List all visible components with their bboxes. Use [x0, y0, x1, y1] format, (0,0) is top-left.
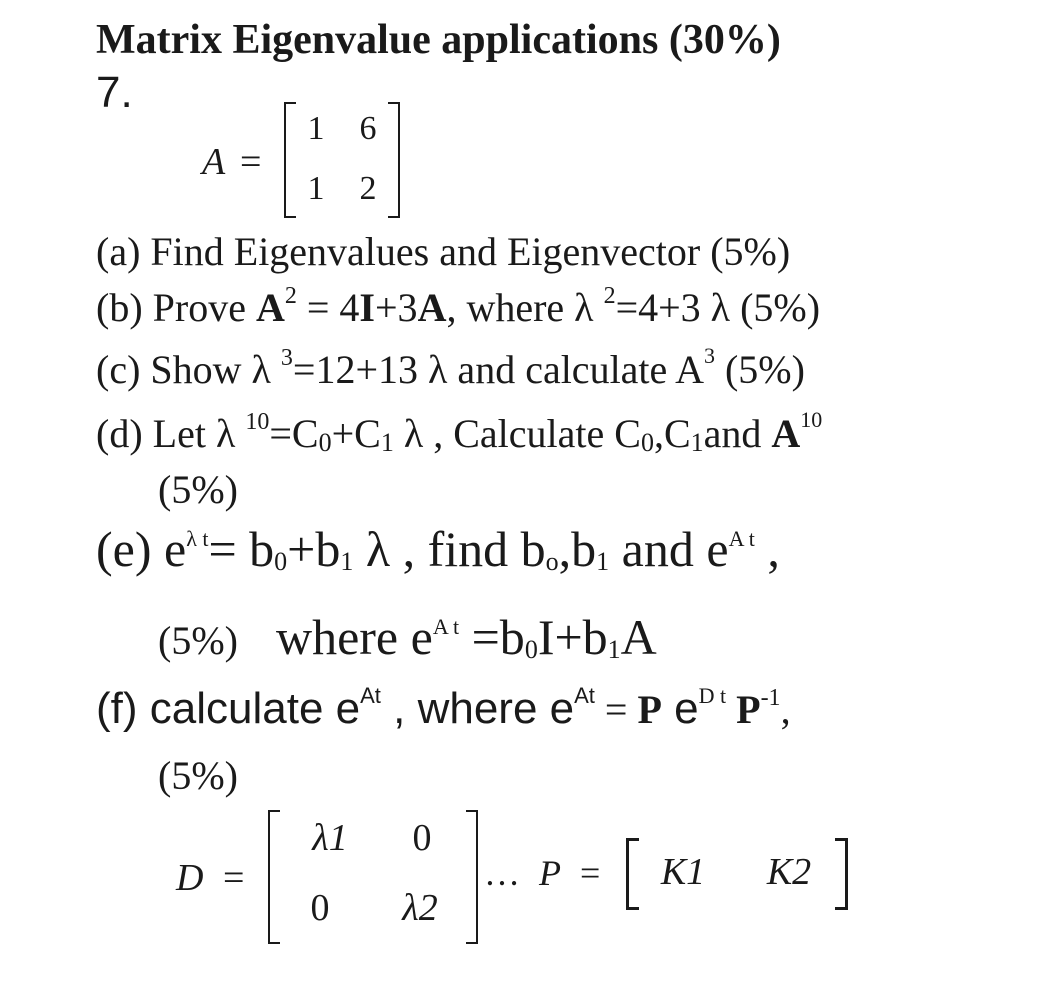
page-title: Matrix Eigenvalue applications (30%) [96, 17, 781, 63]
part-f-matrix-p: P [637, 687, 662, 732]
part-e-and: and e [609, 521, 729, 577]
matrix-a-cell: 6 [359, 110, 377, 147]
part-e-matrix-a: A [620, 609, 657, 665]
part-d-prefix: (d) Let λ [96, 411, 246, 456]
part-e-percent: (5%) [158, 618, 238, 663]
part-e-equals: = b [208, 521, 275, 577]
matrix-a-label [202, 140, 261, 184]
part-b-where: , where λ [446, 285, 604, 330]
part-f [96, 684, 791, 734]
part-b-square: 2 [284, 283, 297, 309]
part-e-sub0: 0 [274, 546, 288, 576]
part-e [96, 520, 780, 578]
part-d-percent: (5%) [158, 467, 238, 512]
part-c-mid: =12+13 λ and calculate A [292, 347, 704, 392]
part-f-equals: = [594, 687, 638, 732]
part-f-percent: (5%) [158, 753, 238, 798]
part-b-equals: = 4 [296, 285, 360, 330]
part-d-plus: +C [331, 411, 381, 456]
part-d-matrix-a: A [771, 411, 801, 456]
part-e-prefix: (e) e [96, 521, 187, 577]
part-e-tail: , [754, 521, 780, 577]
part-e-plus2: +b [554, 609, 608, 665]
part-e-line2 [158, 608, 657, 666]
part-c-cube: 3 [280, 345, 293, 371]
part-e-where: where e [275, 609, 433, 665]
part-b-plus: +3 [375, 285, 418, 330]
part-b-identity: I [359, 285, 375, 330]
part-c-cube2: 3 [703, 343, 715, 369]
part-f-e: e [661, 684, 699, 733]
part-a: (a) Find Eigenvalues and Eigenvector (5%) [96, 229, 791, 274]
matrix-d-symbol: D [176, 857, 204, 899]
part-e-mid: λ , find b [353, 521, 546, 577]
part-b-square2: 2 [603, 283, 616, 309]
part-f-exponent3: D t [698, 683, 727, 709]
matrix-d-cell: λ1 [312, 817, 348, 859]
part-e-comma: ,b [558, 521, 597, 577]
part-e-exponent2: A t [728, 526, 755, 552]
part-d-sub0: 0 [318, 427, 332, 457]
matrix-d [268, 810, 478, 944]
part-b-prefix: (b) Prove [96, 285, 256, 330]
part-e-exponent: λ t [186, 526, 209, 552]
part-f-matrix-p2: P [726, 687, 761, 732]
part-f-exponent: At [360, 683, 381, 709]
matrix-d-cell: 0 [412, 817, 432, 859]
part-e-sub0b: o [545, 546, 559, 576]
question-number: 7. [96, 68, 133, 117]
matrix-p-equals: = [580, 853, 601, 893]
part-d-equals: =C [269, 411, 319, 456]
part-f-mid: , where e [380, 684, 575, 733]
part-e-plus: +b [287, 521, 341, 577]
part-d-comma: ,C [653, 411, 691, 456]
part-e-sub1c: 1 [607, 634, 621, 664]
part-d-power2: 10 [800, 407, 823, 433]
part-b-tail: =4+3 λ (5%) [615, 285, 821, 330]
part-f-tail: , [780, 687, 791, 732]
matrix-p-right-bracket [835, 838, 848, 910]
matrix-a [284, 102, 400, 218]
matrix-a-equals: = [240, 141, 262, 183]
matrix-p-cell: K2 [766, 851, 812, 893]
part-c [96, 343, 805, 393]
part-d-and: and [703, 411, 772, 456]
part-d-power: 10 [245, 409, 270, 435]
part-e-where-expr [276, 609, 657, 665]
part-f-inverse: -1 [760, 685, 781, 711]
matrix-p-cell: K1 [660, 851, 706, 893]
matrix-a-cell: 1 [307, 170, 325, 207]
part-d-sub1b: 1 [690, 427, 704, 457]
matrix-d-cell: 0 [310, 887, 330, 929]
part-e-identity: I [537, 609, 555, 665]
part-d-sub0b: 0 [640, 427, 654, 457]
matrix-d-left-bracket [268, 810, 280, 944]
part-c-tail: (5%) [714, 347, 805, 392]
part-f-prefix: (f) calculate e [96, 684, 361, 733]
matrix-p [626, 838, 848, 910]
matrix-a-cell: 2 [359, 170, 377, 207]
part-f-exponent2: At [574, 683, 595, 709]
part-d-mid: λ , Calculate C [393, 411, 641, 456]
ellipsis: … [484, 853, 520, 893]
part-e-sub1b: 1 [596, 546, 610, 576]
matrix-p-expr [484, 852, 600, 894]
part-d-sub1: 1 [380, 427, 394, 457]
matrix-a-cell: 1 [307, 110, 325, 147]
matrix-d-label [176, 856, 244, 900]
part-b [96, 284, 820, 331]
part-c-prefix: (c) Show λ [96, 347, 281, 392]
matrix-d-cell: λ2 [402, 887, 438, 929]
matrix-d-equals: = [222, 857, 245, 899]
matrix-p-symbol: P [539, 853, 561, 893]
part-b-matrix-a2: A [417, 285, 447, 330]
part-e-exponent3: A t [432, 614, 460, 640]
matrix-d-right-bracket [466, 810, 478, 944]
matrix-a-symbol: A [202, 141, 225, 183]
part-e-eq2: =b [459, 609, 525, 665]
part-e-sub0c: 0 [524, 634, 538, 664]
part-b-matrix-a: A [255, 285, 285, 330]
part-e-sub1: 1 [340, 546, 354, 576]
part-d [96, 407, 823, 458]
